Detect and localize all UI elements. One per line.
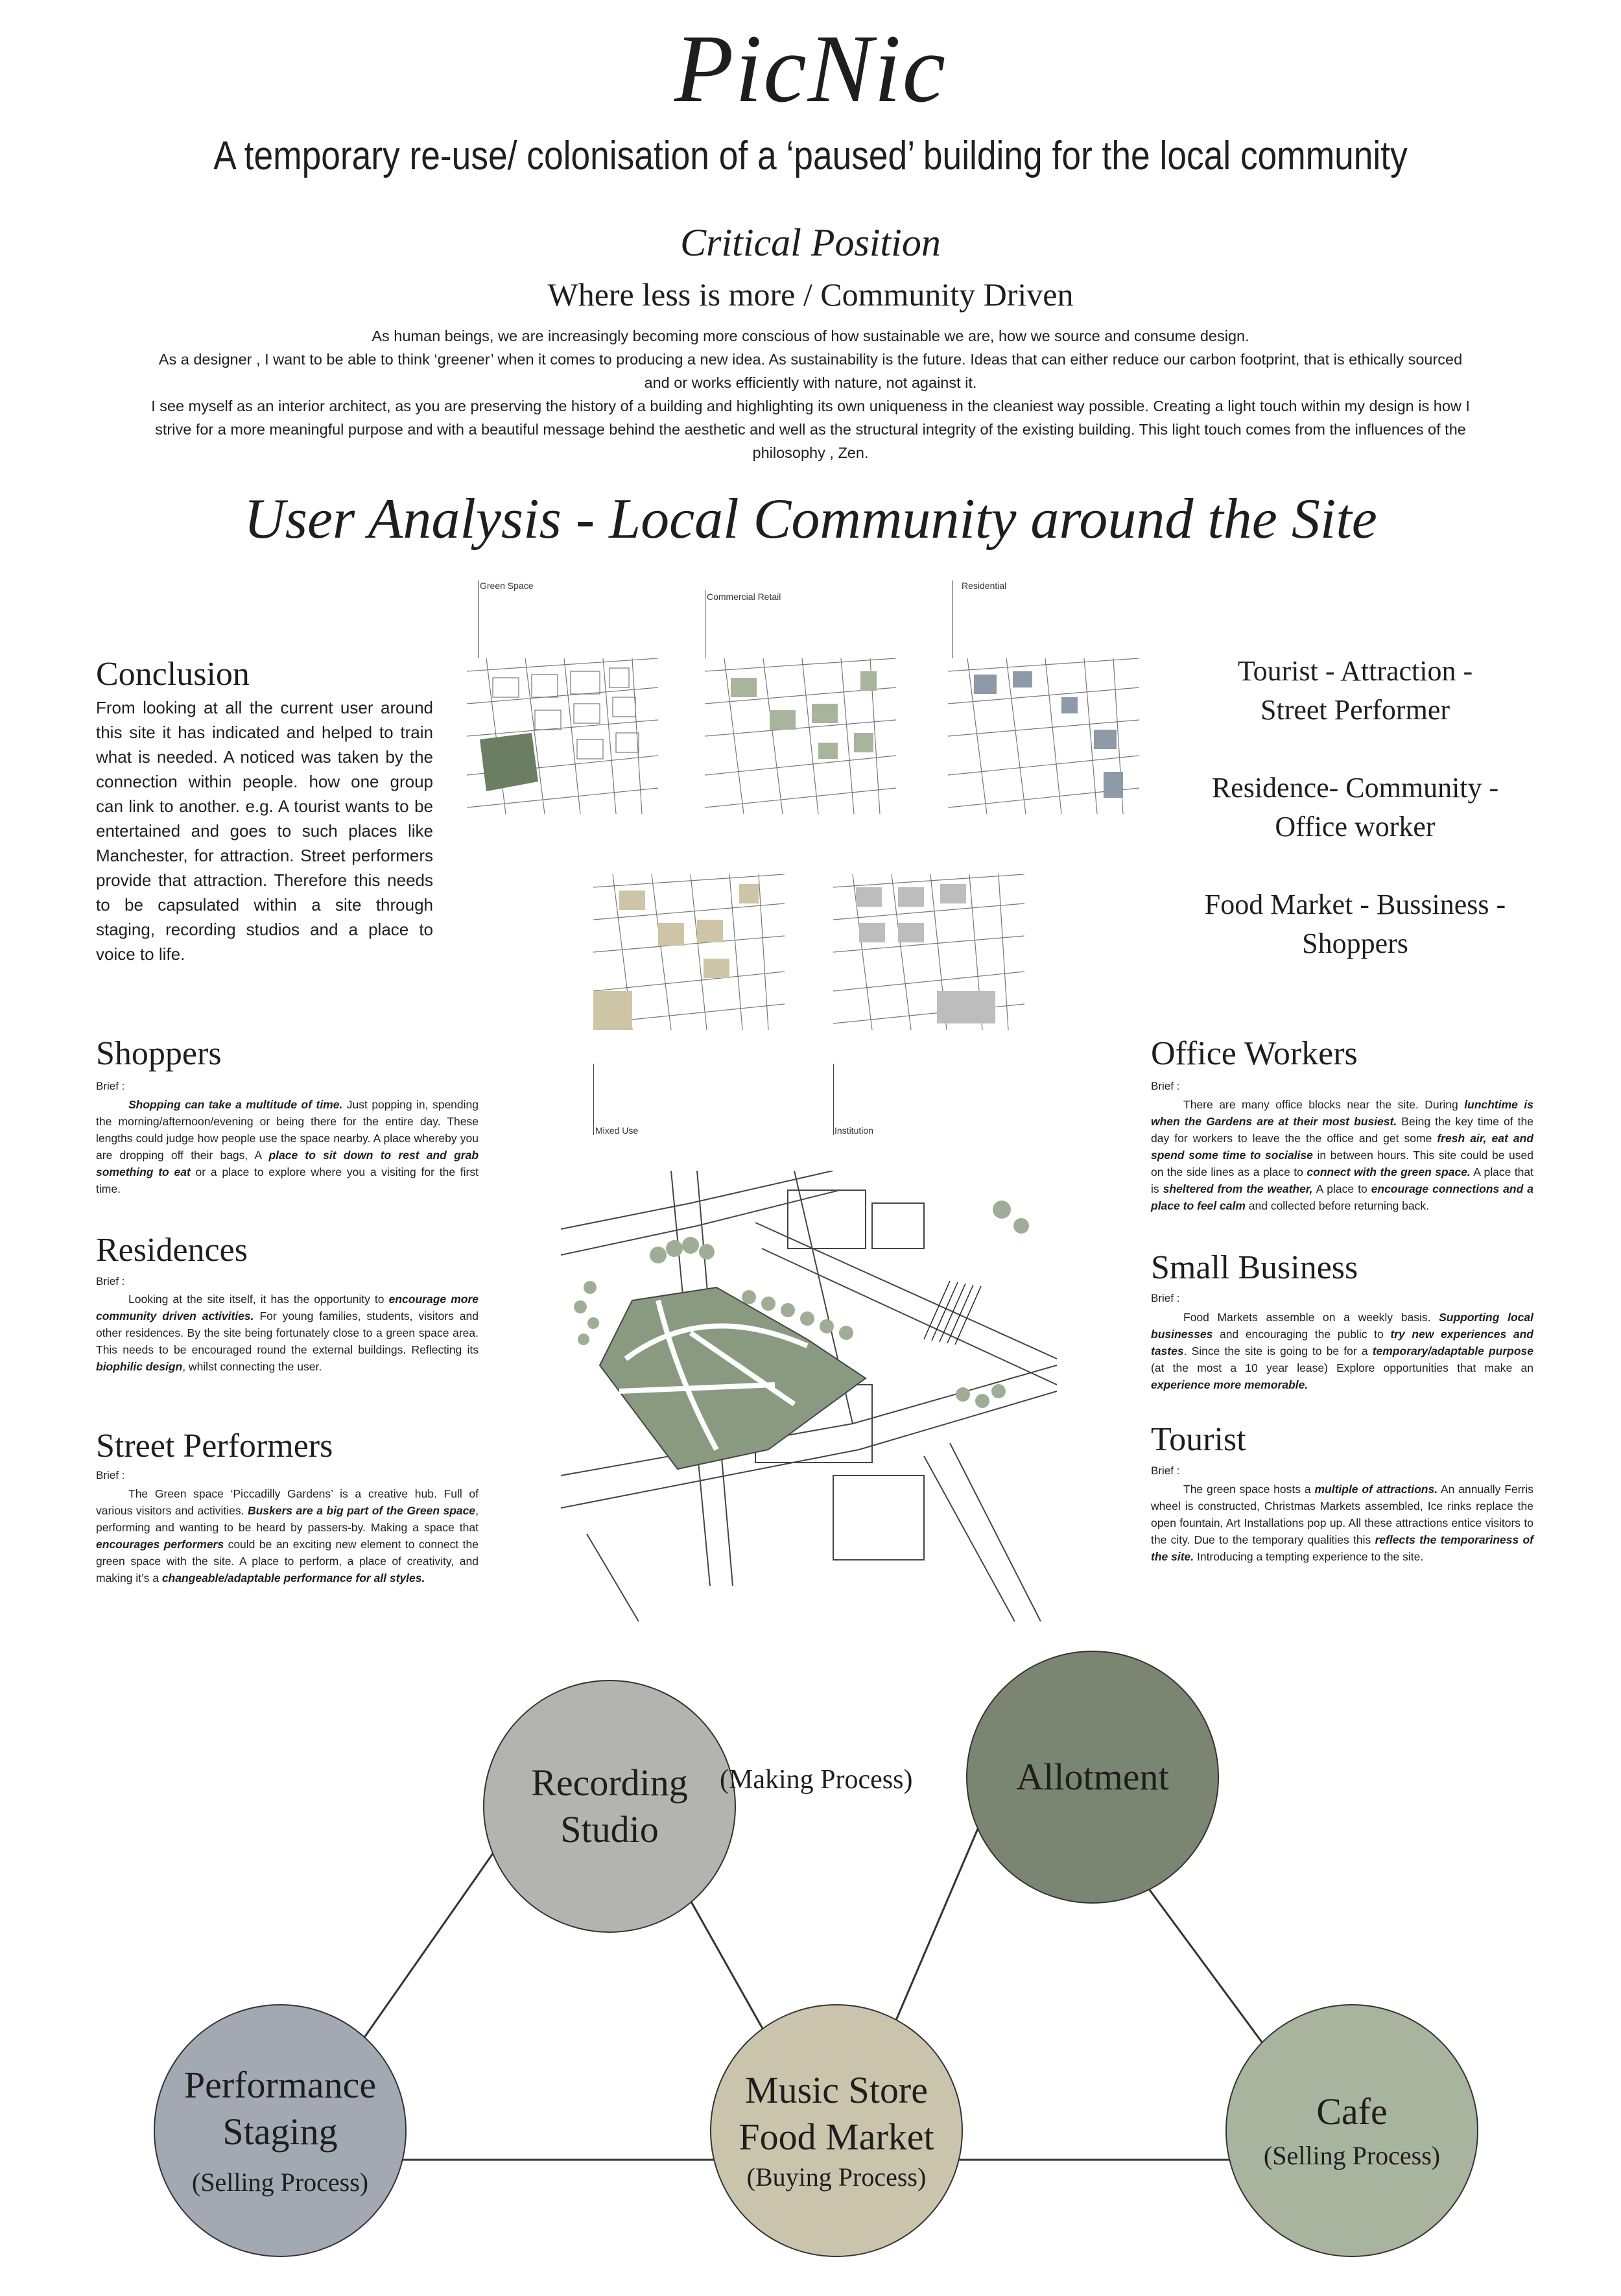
- user-group-line: Food Market - Bussiness -: [1204, 889, 1506, 920]
- street-performers-heading: Street Performers: [96, 1428, 333, 1465]
- user-group-line: Office worker: [1275, 811, 1436, 843]
- map-label-institution: Institution: [834, 1125, 873, 1136]
- making-process-label: (Making Process): [720, 1765, 913, 1795]
- critical-paragraph: I see myself as an interior architect, as you are preserving the history of a building and highlighting its own uniqueness in the cleaniest way possible. Creating a light touch within my design is how I strive for a more meaningful purpose and with a beautiful message behind the aesthetic and well as the structural integrity of the existing building. This light touch comes from the influences of the philosophy , Zen.: [151, 398, 1470, 461]
- node-sublabel: (Selling Process): [191, 2168, 369, 2197]
- map-label-commercial: Commercial Retail: [707, 592, 781, 602]
- commercial-retail-map: [705, 658, 896, 814]
- map-label-residential: Residential: [962, 580, 1007, 591]
- small-business-heading: Small Business: [1151, 1249, 1358, 1286]
- tourist-text: The green space hosts a multiple of attractions. An annually Ferris wheel is constructed, Christmas Markets assembled, Ice rinks replace the open fountain, Art Installations pop up. All these attractions entice visitors to the city. Due to the temporary qualities this reflects the temporariness of the site. Introducing a tempting experience to the site.: [1151, 1483, 1534, 1563]
- brief-label: Brief :: [1151, 1292, 1180, 1304]
- performance-staging-node: [154, 2004, 407, 2257]
- office-workers-text: There are many office blocks near the site. During lunchtime is when the Gardens are at their most busiest. Being the key time of the day for workers to leave the the office and get some fresh air, eat and spend some time to socialise in between hours. This site could be used on the side lines as a place to connect with the green space. A place that is sheltered from the weather, A place to encourage connections and a place to feel calm and collected before returning back.: [1151, 1098, 1534, 1212]
- mixed-use-map: [593, 874, 785, 1030]
- node-label: Recording: [531, 1762, 688, 1804]
- shoppers-heading: Shoppers: [96, 1035, 222, 1072]
- brief-label: Brief :: [1151, 1080, 1180, 1092]
- green-space-highlight: [480, 733, 538, 791]
- node-label: Performance: [183, 2064, 377, 2106]
- brief-label: Brief :: [96, 1080, 125, 1092]
- brief-label: Brief :: [96, 1275, 125, 1287]
- green-space-map: [467, 658, 658, 814]
- music-store-food-market-node: [710, 2004, 963, 2257]
- residences-heading: Residences: [96, 1232, 248, 1269]
- user-groups-list: [1154, 652, 1556, 963]
- node-sublabel: (Buying Process): [746, 2162, 927, 2192]
- shoppers-text: Shopping can take a multitude of time. Just popping in, spending the morning/afternoon/evening or being there for the entire day. These lengths could judge how people use the space nearby. A place whereby you are dropping off their bags, A place to sit down to rest and grab something to eat or a place to explore where you a visiting for the first time.: [96, 1098, 479, 1195]
- conclusion-heading: Conclusion: [96, 656, 250, 693]
- user-group-line: Tourist - Attraction -: [1237, 655, 1473, 687]
- brief-label: Brief :: [1151, 1465, 1180, 1477]
- poster-subtitle: A temporary re-use/ colonisation of a ‘paused’ building for the local community: [213, 134, 1408, 178]
- allotment-node: [966, 1651, 1219, 1904]
- cafe-node: [1225, 2004, 1478, 2257]
- critical-position-heading: Critical Position: [680, 221, 941, 264]
- residential-map: [948, 658, 1139, 814]
- street-performers-text: The Green space ‘Piccadilly Gardens’ is a creative hub. Full of various visitors and activities. Buskers are a big part of the Green space, performing and wanting to be heard by passers-by. Making a space that encourages performers could be an exciting new element to connect the green space with the site. A place to perform, a place of creativity, and making it’s a changeable/adaptable performance for all styles.: [96, 1487, 479, 1584]
- poster-title: PicNic: [674, 15, 947, 123]
- node-label: Staging: [222, 2111, 338, 2153]
- office-workers-heading: Office Workers: [1151, 1035, 1358, 1072]
- leader-line: [478, 580, 479, 658]
- leader-line: [593, 1064, 594, 1135]
- node-label: Studio: [560, 1808, 659, 1850]
- node-label: Cafe: [1316, 2090, 1388, 2133]
- brief-label: Brief :: [96, 1469, 125, 1481]
- recording-studio-node: [483, 1680, 736, 1933]
- residences-text: Looking at the site itself, it has the opportunity to encourage more community driven activities. For young families, students, visitors and other residences. By the site being fortunately close to a green space area. This needs to be encouraged round the external buildings. Reflecting its biophilic design, whilst connecting the user.: [96, 1293, 479, 1373]
- institution-map: [833, 874, 1024, 1030]
- small-business-text: Food Markets assemble on a weekly basis. Supporting local businesses and encouraging the public to try new experiences and tastes. Since the site is going to be for a temporary/adaptable purpose (at the most a 10 year lease) Explore opportunities that make an experience more memorable.: [1151, 1311, 1533, 1391]
- site-plan-map: [561, 1171, 1057, 1621]
- critical-position-subheading: Where less is more / Community Driven: [547, 276, 1074, 313]
- map-label-green-space: Green Space: [480, 580, 534, 591]
- node-label: Allotment: [1016, 1756, 1169, 1798]
- critical-position-body: [146, 324, 1475, 464]
- user-group-line: Shoppers: [1302, 927, 1408, 959]
- user-group-line: Street Performer: [1260, 694, 1450, 726]
- leader-line: [833, 1064, 834, 1135]
- node-sublabel: (Selling Process): [1263, 2141, 1441, 2170]
- user-group-line: Residence- Community -: [1211, 772, 1499, 804]
- tourist-heading: Tourist: [1151, 1421, 1246, 1458]
- conclusion-text: From looking at all the current user around this site it has indicated and helped to train what is needed. A noticed was taken by the connection within people. how one group can link to another. e.g. A tourist wants to be entertained and goes to such places like Manchester, for attraction. Street performers provide that attraction. Therefore this needs to be capsulated within a site through staging, recording studios and a place to voice to life.: [96, 698, 433, 964]
- map-label-mixed-use: Mixed Use: [595, 1125, 639, 1136]
- critical-paragraph: As human beings, we are increasingly becoming more conscious of how sustainable we are, how we source and consume design.: [372, 328, 1249, 344]
- node-label: Food Market: [739, 2116, 934, 2158]
- user-analysis-heading: User Analysis - Local Community around the Site: [244, 488, 1377, 551]
- node-label: Music Store: [745, 2069, 928, 2111]
- critical-paragraph: As a designer , I want to be able to think ‘greener’ when it comes to producing a new idea. As sustainability is the future. Ideas that can either reduce our carbon footprint, that is ethically sourced and or works efficiently with nature, not against it.: [158, 351, 1463, 391]
